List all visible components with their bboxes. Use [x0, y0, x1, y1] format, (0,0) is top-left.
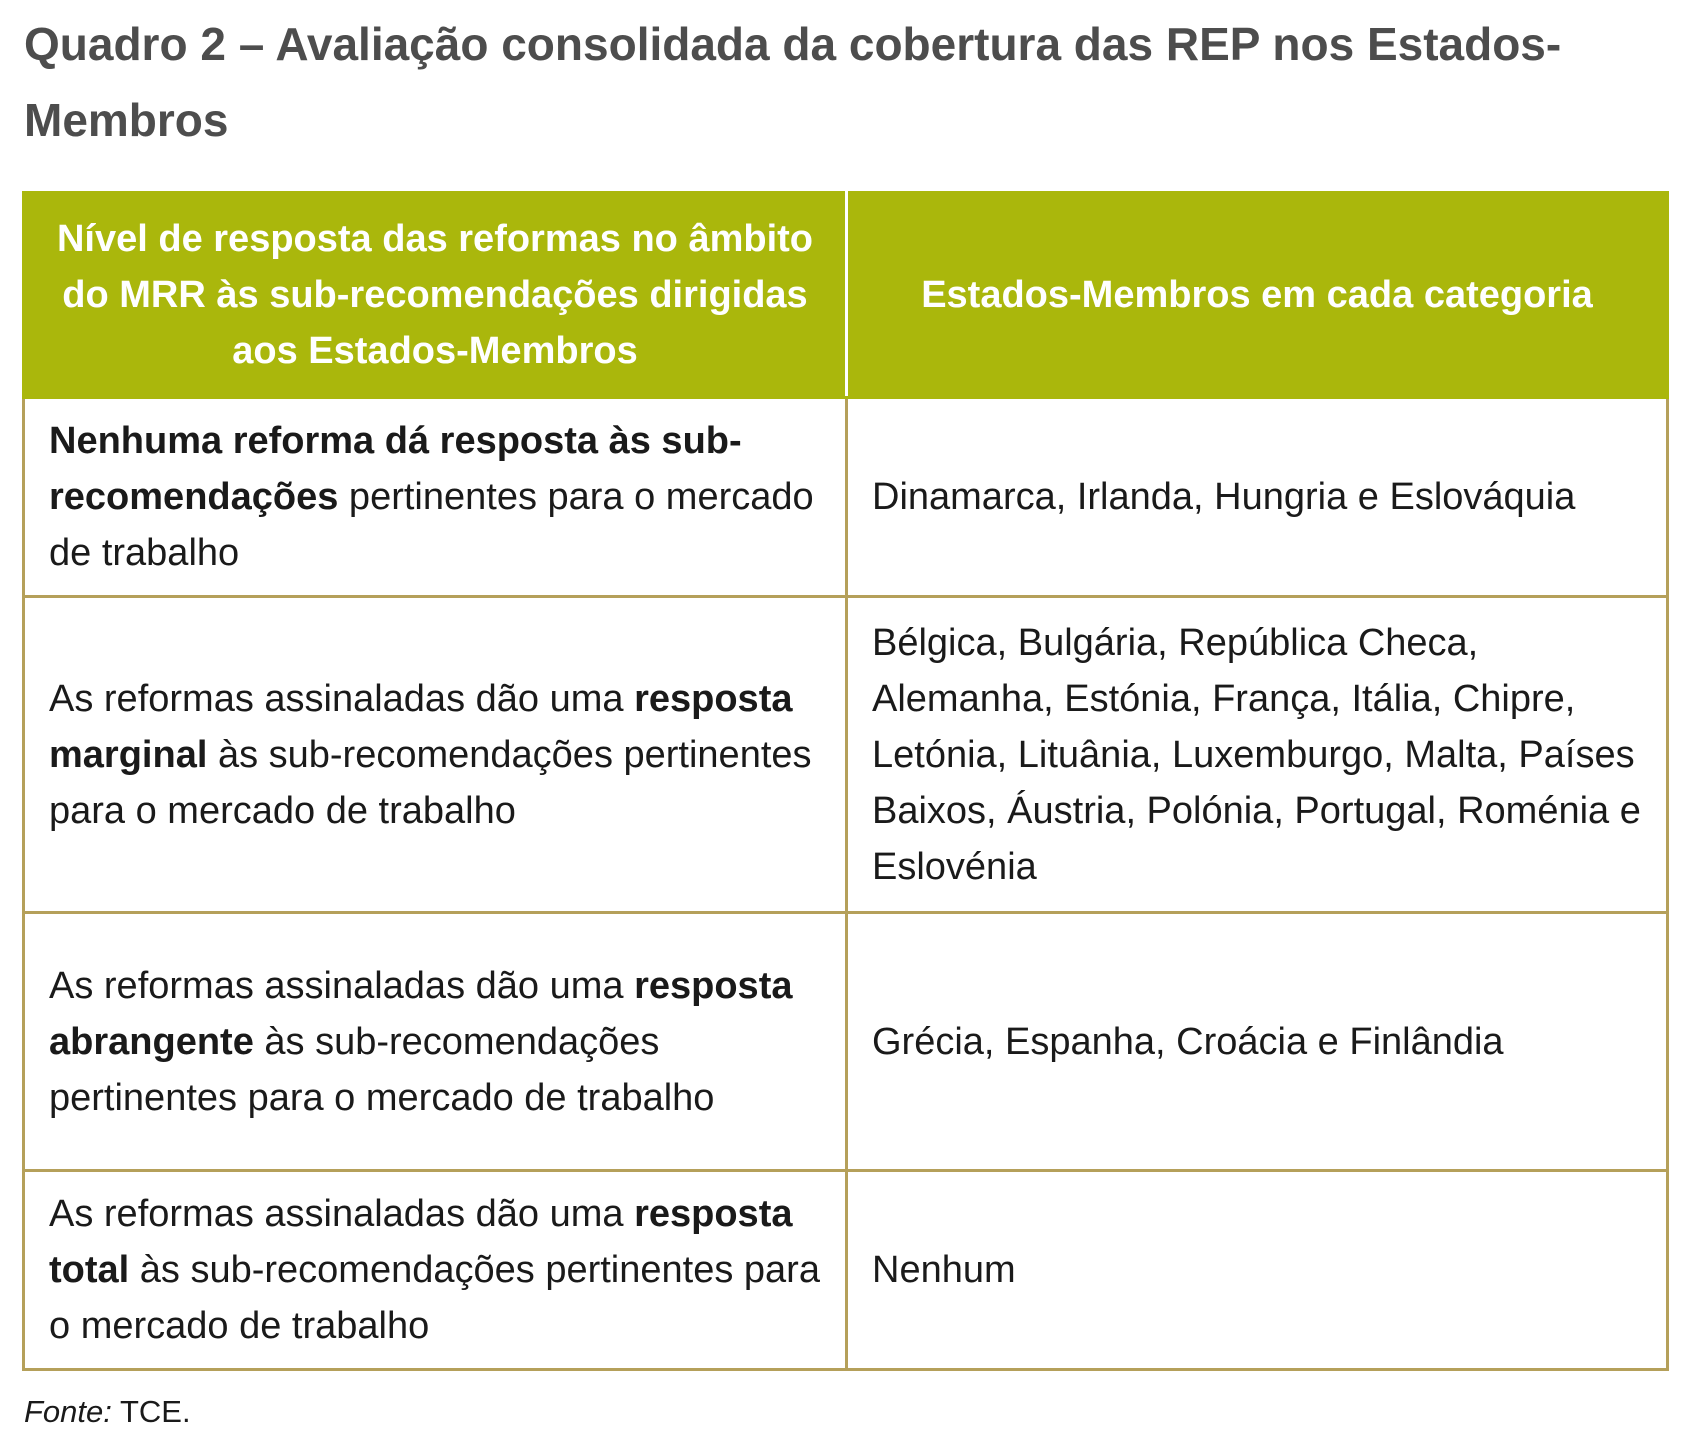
member-states-cell: Nenhum	[847, 1171, 1668, 1370]
source-value: TCE.	[111, 1394, 191, 1429]
response-level-post: às sub-recomendações pertinentes para o mercado de trabalho	[49, 1020, 715, 1119]
table-row	[24, 398, 1668, 597]
response-level-cell	[24, 913, 847, 1171]
assessment-table	[22, 191, 1669, 1371]
source-note	[24, 1392, 191, 1432]
response-level-cell	[24, 1171, 847, 1370]
response-level-pre: As reformas assinaladas dão uma	[49, 964, 635, 1007]
column-header-member-states: Estados-Membros em cada categoria	[847, 193, 1668, 398]
source-label: Fonte:	[24, 1394, 112, 1429]
response-level-cell	[24, 398, 847, 597]
response-level-post: às sub-recomendações pertinentes para o mercado de trabalho	[49, 733, 812, 832]
response-level-bold: resposta abrangente	[49, 964, 793, 1063]
page-title: Quadro 2 – Avaliação consolidada da cobertura das REP nos Estados-Membros	[24, 18, 1562, 146]
table-row	[24, 913, 1668, 1171]
member-states-cell: Grécia, Espanha, Croácia e Finlândia	[847, 913, 1668, 1171]
column-header-response-level: Nível de resposta das reformas no âmbito do MRR às sub-recomendações dirigidas aos Estados-Membros	[24, 193, 847, 398]
assessment-table-container	[22, 191, 1666, 1371]
response-level-bold: resposta total	[49, 1193, 793, 1291]
table-row	[24, 597, 1668, 913]
table-row	[24, 1171, 1668, 1370]
response-level-bold: resposta marginal	[49, 677, 793, 776]
member-states-cell: Dinamarca, Irlanda, Hungria e Eslováquia	[847, 398, 1668, 597]
member-states-cell: Bélgica, Bulgária, República Checa, Alemanha, Estónia, França, Itália, Chipre, Letónia, Lituânia, Luxemburgo, Malta, Países Baixos, Áustria, Polónia, Portugal, Roménia e Eslovénia	[847, 597, 1668, 913]
response-level-post: pertinentes para o mercado de trabalho	[49, 476, 814, 574]
response-level-pre: As reformas assinaladas dão uma	[49, 677, 635, 720]
table-header-row	[24, 193, 1668, 398]
response-level-cell	[24, 597, 847, 913]
response-level-pre: As reformas assinaladas dão uma	[49, 1193, 635, 1235]
response-level-post: às sub-recomendações pertinentes para o mercado de trabalho	[49, 1249, 820, 1347]
response-level-bold: Nenhuma reforma dá resposta às sub-recomendações	[49, 420, 742, 518]
